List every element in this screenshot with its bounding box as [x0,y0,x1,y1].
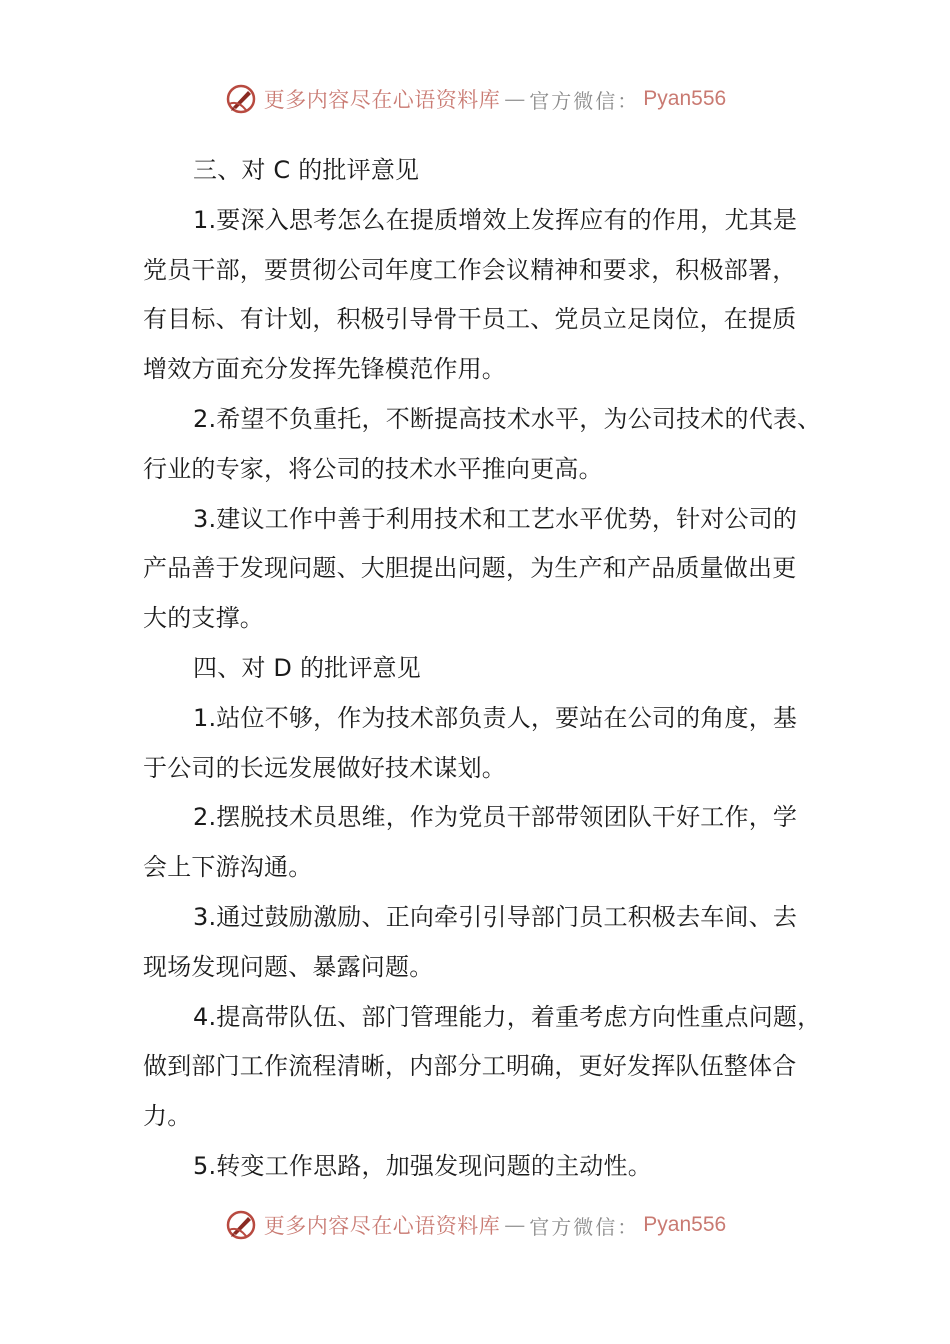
paragraph-line: 4.提高带队伍、部门管理能力，着重考虑方向性重点问题， [193,1002,822,1031]
paragraph-line: 产品善于发现问题、大胆提出问题，为生产和产品质量做出更 [143,554,797,583]
paragraph-line: 2.希望不负重托，不断提高技术水平，为公司技术的代表、 [193,404,822,433]
paragraph-line: 会上下游沟通。 [143,853,313,882]
watermark-separator: — [504,87,526,111]
footer-watermark [0,1208,950,1242]
paragraph-line: 3.建议工作中善于利用技术和工艺水平优势，针对公司的 [193,504,798,533]
paragraph-line: 2.摆脱技术员思维，作为党员干部带领团队干好工作，学 [193,803,798,832]
watermark-wechat-id: Pyan556 [643,1213,727,1236]
paragraph-line: 大的支撑。 [143,604,264,633]
quill-logo-icon [224,82,258,116]
header-watermark [0,82,950,116]
paragraph-line: 做到部门工作流程清晰，内部分工明确，更好发挥队伍整体合 [143,1052,797,1081]
document-body [143,146,822,1192]
paragraph-line: 1.要深入思考怎么在提质增效上发挥应有的作用，尤其是 [193,205,798,234]
paragraph-line: 党员干部，要贯彻公司年度工作会议精神和要求，积极部署， [143,255,797,284]
paragraph-line: 3.通过鼓励激励、正向牵引引导部门员工积极去车间、去 [193,902,798,931]
watermark-site-text: 更多内容尽在心语资料库 [263,1214,501,1238]
paragraph-line: 现场发现问题、暴露问题。 [143,952,434,981]
watermark-site-text: 更多内容尽在心语资料库 [263,88,501,112]
paragraph-line: 增效方面充分发挥先锋模范作用。 [143,355,506,384]
watermark-label: 官方微信： [529,88,640,113]
section-heading-d: 四、对 D 的批评意见 [193,653,421,682]
paragraph-line: 于公司的长远发展做好技术谋划。 [143,753,506,782]
paragraph-line: 力。 [143,1102,192,1131]
paragraph-line: 5.转变工作思路，加强发现问题的主动性。 [193,1151,652,1180]
watermark-separator: — [504,1213,526,1237]
paragraph-line: 1.站位不够，作为技术部负责人，要站在公司的角度，基 [193,703,798,732]
section-heading-c: 三、对 C 的批评意见 [193,156,420,184]
quill-logo-icon [224,1208,258,1242]
paragraph-line: 有目标、有计划，积极引导骨干员工、党员立足岗位，在提质 [143,305,797,334]
watermark-wechat-id: Pyan556 [643,87,727,110]
paragraph-line: 行业的专家，将公司的技术水平推向更高。 [143,454,603,483]
watermark-label: 官方微信： [529,1214,640,1239]
